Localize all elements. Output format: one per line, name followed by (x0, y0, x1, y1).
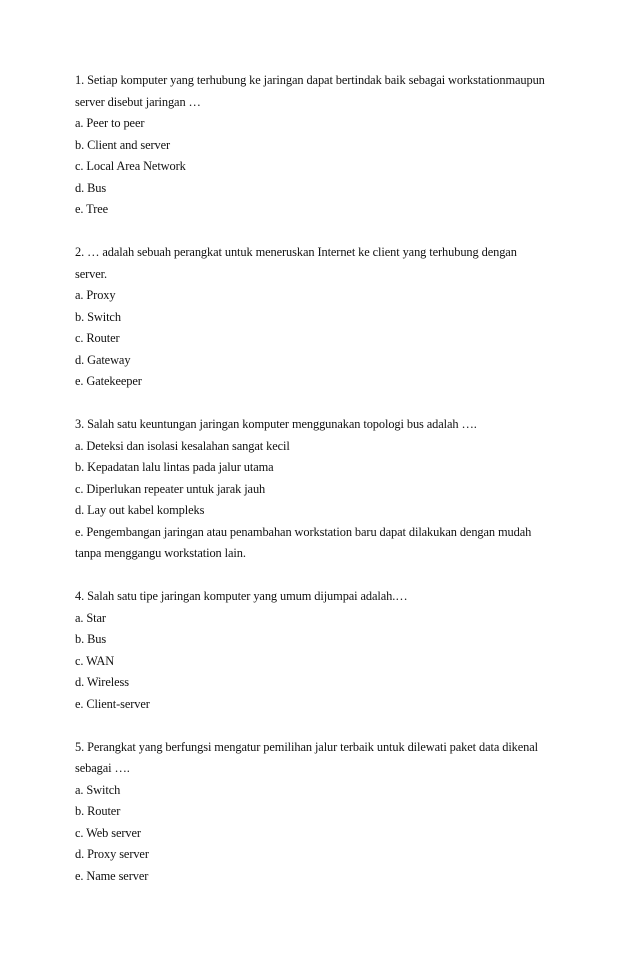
question-2 (75, 242, 575, 393)
answer-option-a: a. Peer to peer (75, 116, 145, 130)
question-text: 2. … adalah sebuah perangkat untuk meneruskan Internet ke client yang terhubung dengan (75, 245, 517, 259)
answer-option-c: c. Local Area Network (75, 159, 186, 173)
answer-option-c: c. Router (75, 331, 120, 345)
question-3 (75, 414, 575, 565)
question-1 (75, 70, 575, 221)
question-text: server disebut jaringan … (75, 94, 201, 109)
question-5 (75, 737, 575, 888)
answer-option-e-continued: tanpa menggangu workstation lain. (75, 546, 246, 560)
answer-option-e: e. Pengembangan jaringan atau penambahan workstation baru dapat dilakukan dengan mudah (75, 524, 532, 539)
question-text: 3. Salah satu keuntungan jaringan komputer menggunakan topologi bus adalah …. (75, 417, 477, 431)
answer-option-d: d. Proxy server (75, 847, 149, 861)
answer-option-c: c. Diperlukan repeater untuk jarak jauh (75, 481, 266, 496)
answer-option-d: d. Bus (75, 180, 107, 195)
question-text: 4. Salah satu tipe jaringan komputer yang umum dijumpai adalah.… (75, 589, 408, 603)
question-text: server. (75, 266, 107, 281)
answer-option-a: a. Star (75, 610, 106, 625)
answer-option-d: d. Wireless (75, 675, 129, 689)
answer-option-b: b. Bus (75, 632, 107, 646)
answer-option-a: a. Switch (75, 782, 121, 797)
answer-option-a: a. Deteksi dan isolasi kesalahan sangat kecil (75, 438, 290, 453)
answer-option-a: a. Proxy (75, 288, 116, 302)
answer-option-d: d. Gateway (75, 352, 131, 367)
answer-option-c: c. Web server (75, 825, 141, 840)
answer-option-b: b. Switch (75, 309, 121, 324)
answer-option-b: b. Client and server (75, 137, 171, 152)
answer-option-e: e. Gatekeeper (75, 374, 142, 388)
question-text: sebagai …. (75, 761, 130, 775)
answer-option-e: e. Tree (75, 202, 109, 216)
answer-option-b: b. Kepadatan lalu lintas pada jalur utama (75, 460, 274, 474)
answer-option-b: b. Router (75, 804, 121, 818)
question-text: 1. Setiap komputer yang terhubung ke jaringan dapat bertindak baik sebagai workstationmaupun (75, 73, 545, 87)
answer-option-e: e. Client-server (75, 696, 150, 711)
question-4 (75, 586, 575, 715)
answer-option-c: c. WAN (75, 653, 115, 668)
question-text: 5. Perangkat yang berfungsi mengatur pemilihan jalur terbaik untuk dilewati paket data dikenal (75, 739, 539, 754)
answer-option-e: e. Name server (75, 868, 149, 883)
document-page (75, 70, 575, 909)
answer-option-d: d. Lay out kabel kompleks (75, 503, 205, 517)
